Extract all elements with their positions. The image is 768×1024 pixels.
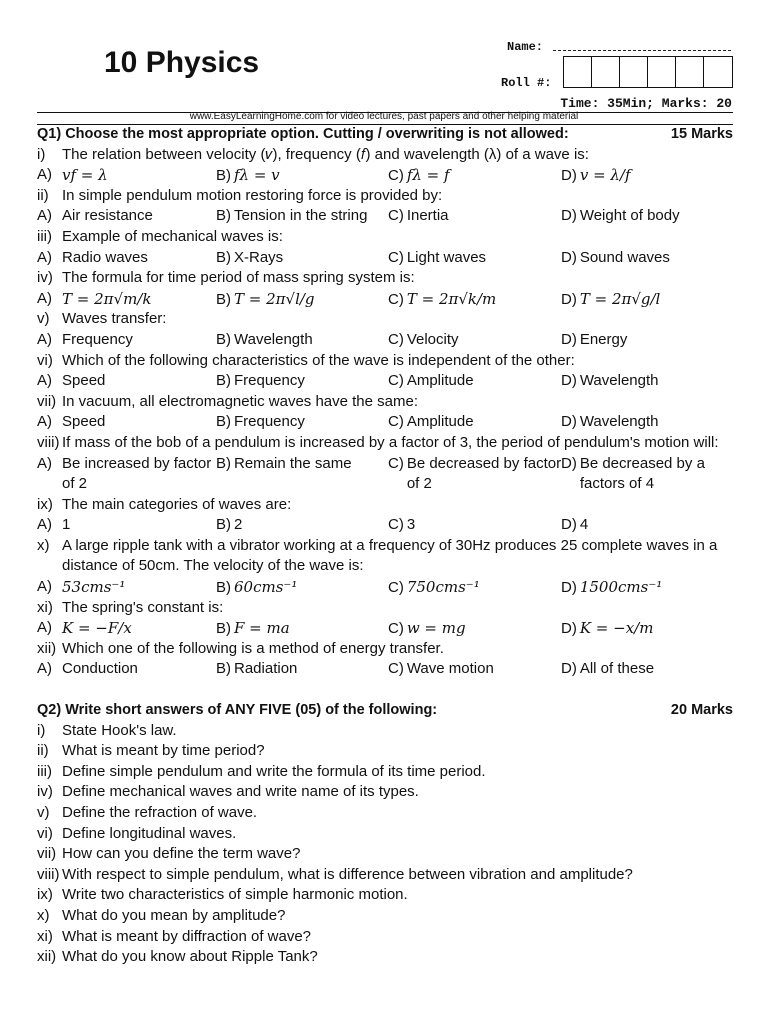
option bbox=[388, 577, 480, 599]
option-text: 750cms⁻¹ bbox=[406, 578, 480, 597]
question-line bbox=[37, 947, 733, 968]
option bbox=[216, 618, 290, 640]
option-text: 3 bbox=[406, 516, 416, 534]
option bbox=[388, 474, 432, 495]
question-line bbox=[37, 927, 733, 948]
question-line bbox=[37, 865, 733, 886]
option-text: Weight of body bbox=[579, 207, 680, 225]
question-line bbox=[37, 906, 733, 927]
question-text: What is meant by time period? bbox=[62, 742, 265, 760]
question-text: What is meant by diffraction of wave? bbox=[62, 927, 312, 945]
option-label: A) bbox=[37, 578, 52, 596]
option bbox=[37, 165, 108, 186]
roll-box[interactable] bbox=[704, 57, 732, 87]
question-number: iv) bbox=[37, 269, 53, 287]
option-text: 60cms⁻¹ bbox=[234, 578, 298, 597]
option-label: B) bbox=[216, 413, 231, 431]
option bbox=[388, 330, 459, 351]
option-text: T = 2π√g/l bbox=[579, 289, 661, 308]
question-line-continued bbox=[37, 556, 733, 577]
option bbox=[37, 515, 71, 536]
option-label: A) bbox=[37, 289, 52, 307]
option-text: w = mg bbox=[406, 619, 466, 638]
option-label: D) bbox=[561, 372, 577, 390]
option-text: Radio waves bbox=[62, 248, 148, 266]
option-label: C) bbox=[388, 660, 404, 678]
question-line bbox=[37, 536, 733, 557]
option bbox=[388, 412, 474, 433]
question-line bbox=[37, 433, 733, 454]
option-text: Wavelength bbox=[579, 413, 659, 431]
option-label: B) bbox=[216, 330, 231, 348]
option bbox=[37, 577, 126, 598]
option-label: D) bbox=[561, 207, 577, 225]
question-line bbox=[37, 741, 733, 762]
roll-box[interactable] bbox=[564, 57, 592, 87]
options-row bbox=[37, 165, 733, 186]
time-marks: Time: 35Min; Marks: 20 bbox=[560, 96, 732, 111]
option bbox=[561, 454, 705, 475]
question-number: vii) bbox=[37, 845, 57, 863]
option bbox=[216, 371, 305, 392]
q1-heading bbox=[37, 124, 733, 145]
option-text: of 2 bbox=[406, 475, 432, 493]
roll-box[interactable] bbox=[648, 57, 676, 87]
option bbox=[388, 454, 561, 475]
question-number: xi) bbox=[37, 927, 53, 945]
question-text: With respect to simple pendulum, what is difference between vibration and amplitude? bbox=[62, 865, 633, 883]
question-line bbox=[37, 762, 733, 783]
question-text: What do you know about Ripple Tank? bbox=[62, 948, 318, 966]
options-row bbox=[37, 618, 733, 639]
question-line bbox=[37, 639, 733, 660]
option bbox=[37, 248, 148, 269]
option-label: B) bbox=[216, 579, 231, 597]
option-label: A) bbox=[37, 330, 52, 348]
option-label: C) bbox=[388, 330, 404, 348]
question-line bbox=[37, 309, 733, 330]
question-number: iv) bbox=[37, 783, 53, 801]
option-text: Wave motion bbox=[406, 660, 494, 678]
option-label: C) bbox=[388, 413, 404, 431]
option-label: B) bbox=[216, 248, 231, 266]
option-text: Remain the same bbox=[234, 454, 352, 472]
option-label: D) bbox=[561, 579, 577, 597]
name-field[interactable] bbox=[553, 40, 731, 51]
option bbox=[216, 577, 297, 599]
options-row bbox=[37, 454, 733, 475]
options-row bbox=[37, 659, 733, 680]
option-text: Speed bbox=[62, 413, 106, 431]
option-text: T = 2π√l/g bbox=[234, 289, 315, 308]
option-label: D) bbox=[561, 660, 577, 678]
question-text: In simple pendulum motion restoring force is provided by: bbox=[62, 186, 443, 204]
roll-box[interactable] bbox=[676, 57, 704, 87]
option bbox=[37, 371, 106, 392]
option bbox=[561, 618, 653, 640]
option bbox=[561, 371, 658, 392]
option-label: C) bbox=[388, 372, 404, 390]
option bbox=[388, 206, 449, 227]
option bbox=[561, 515, 588, 536]
option-label: B) bbox=[216, 516, 231, 534]
question-line bbox=[37, 495, 733, 516]
question-line bbox=[37, 186, 733, 207]
option-text: Inertia bbox=[406, 207, 449, 225]
option bbox=[561, 165, 631, 187]
q2-heading bbox=[37, 700, 733, 721]
options-row-continued bbox=[37, 474, 733, 495]
option-text: Speed bbox=[62, 372, 106, 390]
option-text: Be decreased by factor bbox=[406, 454, 562, 472]
option-text: Frequency bbox=[62, 330, 133, 348]
option-text: 𝑓λ = 𝑓 bbox=[406, 166, 450, 185]
question-number: iii) bbox=[37, 762, 52, 780]
option bbox=[216, 165, 280, 187]
option bbox=[37, 474, 88, 495]
question-number: ix) bbox=[37, 886, 53, 904]
option-label: A) bbox=[37, 207, 52, 225]
option-label: A) bbox=[37, 619, 52, 637]
q1-marks: 15 Marks bbox=[670, 126, 733, 142]
question-paper bbox=[37, 124, 733, 968]
question-line bbox=[37, 227, 733, 248]
option-text: Frequency bbox=[234, 372, 305, 390]
option bbox=[37, 454, 212, 475]
question-text: What do you mean by amplitude? bbox=[62, 906, 286, 924]
option-text: K = −x/m bbox=[579, 619, 654, 638]
option-label: C) bbox=[388, 454, 404, 472]
option bbox=[216, 454, 352, 475]
question-line bbox=[37, 598, 733, 619]
option bbox=[388, 371, 474, 392]
options-row bbox=[37, 371, 733, 392]
question-number: ii) bbox=[37, 186, 49, 204]
option bbox=[216, 289, 315, 311]
question-line bbox=[37, 782, 733, 803]
q1-heading-text: Q1) Choose the most appropriate option. Cutting / overwriting is not allowed: bbox=[37, 126, 569, 142]
option-label: C) bbox=[388, 620, 404, 638]
question-text: Example of mechanical waves is: bbox=[62, 227, 283, 245]
option bbox=[37, 659, 138, 680]
question-text: Define mechanical waves and write name of its types. bbox=[62, 783, 419, 801]
question-number: xii) bbox=[37, 639, 57, 657]
option bbox=[561, 330, 627, 351]
option-label: B) bbox=[216, 454, 231, 472]
question-text: Define simple pendulum and write the formula of its time period. bbox=[62, 762, 486, 780]
option-label: D) bbox=[561, 454, 577, 472]
option-text: Amplitude bbox=[406, 372, 474, 390]
option-label: B) bbox=[216, 372, 231, 390]
option bbox=[216, 248, 283, 269]
options-row bbox=[37, 412, 733, 433]
option bbox=[388, 289, 496, 311]
question-text: State Hook's law. bbox=[62, 721, 177, 739]
q2-heading-text: Q2) Write short answers of ANY FIVE (05) of the following: bbox=[37, 702, 438, 719]
option-label: A) bbox=[37, 166, 52, 184]
question-number: v) bbox=[37, 804, 50, 821]
option-text: K = −F/x bbox=[62, 619, 132, 638]
option-text: Frequency bbox=[234, 413, 305, 431]
option-label: C) bbox=[388, 207, 404, 225]
option-label: D) bbox=[561, 620, 577, 638]
option-label: D) bbox=[561, 290, 577, 308]
option-text: 53cms⁻¹ bbox=[62, 578, 126, 597]
options-row bbox=[37, 248, 733, 269]
option-label: B) bbox=[216, 167, 231, 185]
option-label: A) bbox=[37, 372, 52, 390]
question-text: Waves transfer: bbox=[62, 310, 167, 328]
page-title: 10 Physics bbox=[104, 46, 260, 79]
options-row bbox=[37, 515, 733, 536]
question-line bbox=[37, 721, 733, 742]
question-number: viii) bbox=[37, 433, 60, 451]
website-banner: www.EasyLearningHome.com for video lectures, past papers and other helping material bbox=[189, 111, 579, 122]
question-text: If mass of the bob of a pendulum is increased by a factor of 3, the period of pendulum's motion will: bbox=[62, 433, 719, 451]
question-number: x) bbox=[37, 906, 50, 924]
question-line bbox=[37, 268, 733, 289]
option bbox=[37, 330, 133, 351]
question-number: xii) bbox=[37, 948, 57, 966]
question-text: Write two characteristics of simple harmonic motion. bbox=[62, 886, 408, 904]
question-text: distance of 50cm. The velocity of the wave is: bbox=[62, 557, 364, 575]
question-number: xi) bbox=[37, 598, 53, 616]
option-text: Wavelength bbox=[579, 372, 659, 390]
question-text: The formula for time period of mass spring system is: bbox=[62, 269, 415, 287]
option bbox=[37, 289, 152, 310]
question-line bbox=[37, 824, 733, 845]
option-text: 1 bbox=[62, 516, 71, 534]
option-label: D) bbox=[561, 248, 577, 266]
question-text: The main categories of waves are: bbox=[62, 495, 292, 513]
question-number: ii) bbox=[37, 742, 49, 760]
option bbox=[561, 412, 658, 433]
question-text: The spring's constant is: bbox=[62, 598, 224, 616]
option-label: A) bbox=[37, 516, 52, 534]
option-text: Sound waves bbox=[579, 248, 670, 266]
option-label: D) bbox=[561, 413, 577, 431]
option-text: All of these bbox=[579, 660, 655, 678]
question-text: The relation between velocity (𝑣), frequency (𝑓) and wavelength (λ) of a wave is: bbox=[62, 145, 589, 163]
question-line bbox=[37, 803, 733, 824]
roll-box[interactable] bbox=[592, 57, 620, 87]
option-label: A) bbox=[37, 248, 52, 266]
option bbox=[388, 248, 486, 269]
option-text: of 2 bbox=[62, 475, 88, 493]
question-number: vii) bbox=[37, 392, 57, 410]
option bbox=[561, 289, 660, 311]
option-label: D) bbox=[561, 167, 577, 185]
option-text: 𝑣 = λ/𝑓 bbox=[579, 166, 631, 185]
options-row bbox=[37, 330, 733, 351]
options-row bbox=[37, 206, 733, 227]
question-line bbox=[37, 351, 733, 372]
option-text: Be increased by factor bbox=[62, 454, 212, 472]
option-text: Light waves bbox=[406, 248, 487, 266]
option-label: D) bbox=[561, 516, 577, 534]
option-label: B) bbox=[216, 207, 231, 225]
option-label: B) bbox=[216, 660, 231, 678]
question-number: v) bbox=[37, 310, 50, 328]
option-label: C) bbox=[388, 579, 404, 597]
q2-question-list bbox=[37, 721, 733, 968]
option-label: C) bbox=[388, 248, 404, 266]
question-number: vi) bbox=[37, 824, 53, 842]
option-label: A) bbox=[37, 413, 52, 431]
options-row bbox=[37, 289, 733, 310]
name-label: Name: bbox=[507, 40, 544, 54]
question-text: How can you define the term wave? bbox=[62, 845, 301, 863]
option-text: Velocity bbox=[406, 330, 459, 348]
option-text: 2 bbox=[234, 516, 243, 534]
roll-number-boxes[interactable] bbox=[563, 56, 733, 88]
option-label: A) bbox=[37, 660, 52, 678]
question-number: i) bbox=[37, 721, 46, 739]
option bbox=[216, 412, 305, 433]
option-text: T = 2π√k/m bbox=[406, 289, 497, 308]
option-text: 𝑓λ = 𝑣 bbox=[234, 166, 280, 185]
option-label: D) bbox=[561, 330, 577, 348]
option bbox=[37, 412, 106, 433]
option bbox=[216, 515, 242, 536]
option-label: A) bbox=[37, 454, 52, 472]
option bbox=[216, 206, 367, 227]
option-text: X-Rays bbox=[234, 248, 284, 266]
option bbox=[388, 165, 450, 187]
option-text: Wavelength bbox=[234, 330, 313, 348]
question-number: viii) bbox=[37, 865, 60, 883]
option-text: 𝑣𝑓 = λ bbox=[62, 166, 108, 185]
roll-box[interactable] bbox=[620, 57, 648, 87]
option-text: T = 2π√m/k bbox=[62, 289, 152, 308]
option-text: Be decreased by a bbox=[579, 454, 705, 472]
question-text: Which of the following characteristics of the wave is independent of the other: bbox=[62, 351, 575, 369]
option-label: B) bbox=[216, 290, 231, 308]
options-row bbox=[37, 577, 733, 598]
option bbox=[561, 474, 654, 495]
option-text: Tension in the string bbox=[234, 207, 368, 225]
question-text: Define the refraction of wave. bbox=[62, 804, 258, 821]
question-number: x) bbox=[37, 536, 50, 554]
option-text: Air resistance bbox=[62, 207, 153, 225]
question-text: Which one of the following is a method of energy transfer. bbox=[62, 639, 444, 657]
question-number: vi) bbox=[37, 351, 53, 369]
option-text: Conduction bbox=[62, 660, 138, 678]
roll-label: Roll #: bbox=[501, 76, 552, 90]
option-text: F = ma bbox=[234, 619, 290, 638]
question-number: iii) bbox=[37, 227, 52, 245]
section-gap bbox=[37, 680, 733, 700]
option bbox=[216, 659, 297, 680]
question-text: Define longitudinal waves. bbox=[62, 824, 237, 842]
option bbox=[388, 515, 415, 536]
option bbox=[388, 659, 494, 680]
option-text: Energy bbox=[579, 330, 628, 348]
option bbox=[561, 577, 662, 599]
option bbox=[561, 659, 654, 680]
question-number: ix) bbox=[37, 495, 53, 513]
option-text: 4 bbox=[579, 516, 589, 534]
option-label: C) bbox=[388, 167, 404, 185]
option-label: C) bbox=[388, 516, 404, 534]
option-label: B) bbox=[216, 620, 231, 638]
option-text: Amplitude bbox=[406, 413, 474, 431]
option-text: 1500cms⁻¹ bbox=[579, 578, 663, 597]
option bbox=[561, 248, 670, 269]
question-line bbox=[37, 392, 733, 413]
option-text: factors of 4 bbox=[579, 475, 655, 493]
question-text: A large ripple tank with a vibrator working at a frequency of 30Hz produces 25 complete waves in a bbox=[62, 536, 718, 554]
option-text: Radiation bbox=[234, 660, 298, 678]
question-line bbox=[37, 885, 733, 906]
option-label: C) bbox=[388, 290, 404, 308]
option bbox=[37, 618, 132, 639]
q2-marks: 20 Marks bbox=[670, 702, 733, 719]
question-text: In vacuum, all electromagnetic waves have the same: bbox=[62, 392, 419, 410]
question-line bbox=[37, 145, 733, 166]
q1-question-list bbox=[37, 145, 733, 680]
option bbox=[388, 618, 466, 640]
option bbox=[561, 206, 680, 227]
question-line bbox=[37, 844, 733, 865]
question-number: i) bbox=[37, 145, 46, 163]
option bbox=[37, 206, 153, 227]
option bbox=[216, 330, 313, 351]
